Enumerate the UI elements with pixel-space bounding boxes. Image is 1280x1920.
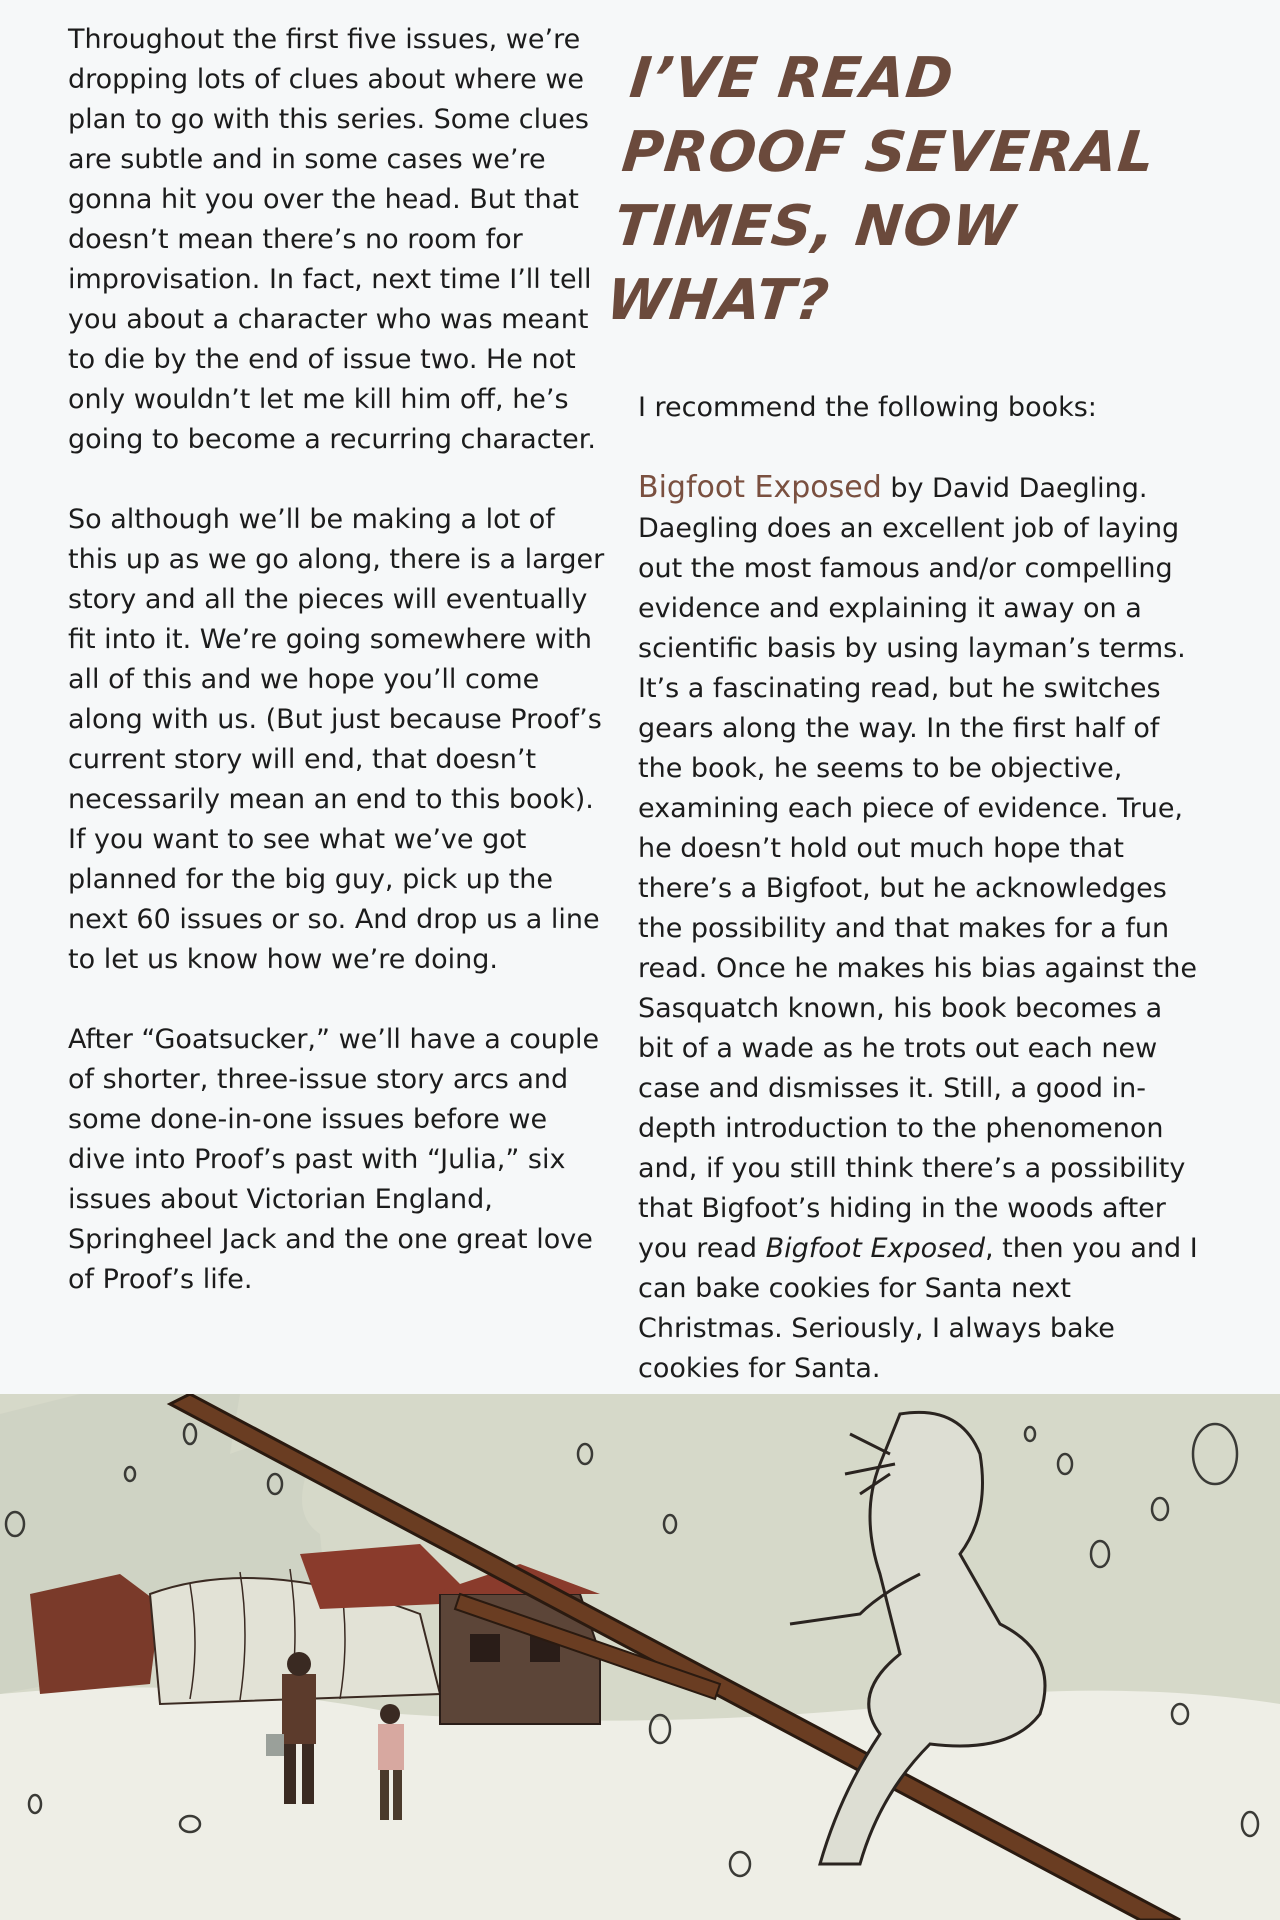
review-italic-title: Bigfoot Exposed: [765, 1233, 985, 1264]
snow-scene-artwork: [0, 1394, 1280, 1920]
paragraph-larger-story: So although we’ll be making a lot of this up as we go along, there is a larger story and all the pieces will eventually fit into it. We’re going somewhere with all of this and we hope you’ll come along with us. (But just because Proof’s current story will end, that doesn’t necessarily mean an end to this book). If you want to see what we’ve got planned for the big guy, pick up the next 60 issues or so. And drop us a line to let us know how we’re doing.: [68, 504, 605, 975]
recommend-intro: I recommend the following books:: [638, 392, 1097, 423]
left-column: [68, 20, 608, 1340]
book-review: [638, 468, 1198, 1389]
paragraph-next-arcs: After “Goatsucker,” we’ll have a couple of shorter, three-issue story arcs and some done-in-one issues before we dive into Proof’s past with “Julia,” six issues about Victorian England, Springheel Jack and the one great love of Proof’s life.: [68, 1024, 600, 1295]
distant-shed: [30, 1574, 160, 1694]
section-headline: I’VE READ PROOF SEVERAL TIMES, NOW WHAT?: [603, 46, 1159, 333]
comic-panel-illustration: [0, 1394, 1280, 1920]
paragraph-clues: Throughout the first five issues, we’re dropping lots of clues about where we plan to go with this series. Some clues are subtle and in some cases we’re gonna hit you over the head. But that doesn’t mean there’s no room for improvisation. In fact, next time I’ll tell you about a character who was meant to die by the end of issue two. He not only wouldn’t let me kill him off, he’s going to become a recurring character.: [68, 24, 596, 455]
book-author: by David Daegling.: [881, 473, 1148, 504]
book-title: Bigfoot Exposed: [638, 470, 882, 505]
review-text-part1: Daegling does an excellent job of laying out the most famous and/or compelling evidence and explaining it away on a scientific basis by using layman’s terms. It’s a fascinating read, but he switches gears along the way. In the first half of the book, he seems to be objective, examining each piece of evidence. True, he doesn’t hold out much hope that there’s a Bigfoot, but he acknowledges the possibility and that makes for a fun read. Once he makes his bias against the Sasquatch known, his book becomes a bit of a wade as he trots out each new case and dismisses it. Still, a good in-depth introduction to the phenomenon and, if you still think there’s a possibility that Bigfoot’s hiding in the woods after you read: [638, 513, 1197, 1264]
cabin-window: [470, 1634, 500, 1662]
right-column: [603, 20, 1198, 1429]
review-text-part2: , then you and I can bake cookies for Santa next Christmas. Seriously, I always bake cookies for Santa.: [638, 1233, 1198, 1384]
